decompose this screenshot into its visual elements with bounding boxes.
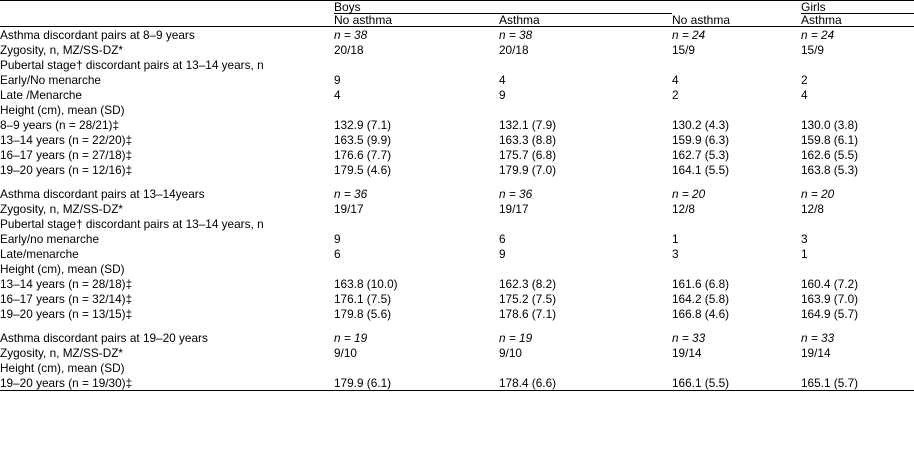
row-cell: 176.1 (7.5): [334, 292, 392, 307]
row-label: Pubertal stage† discordant pairs at 13–14 years, n: [0, 58, 264, 73]
row-cell: 19/17: [334, 202, 364, 217]
row-cell: [801, 261, 914, 276]
table-row: [0, 102, 914, 117]
section-spacer: [0, 321, 914, 330]
row-cell: n = 38: [334, 27, 499, 43]
row-cell: [801, 216, 914, 231]
row-cell: [334, 57, 499, 72]
row-cell: [672, 360, 801, 375]
row-cell: [499, 360, 672, 375]
group-header-girls: Girls: [801, 1, 914, 14]
row-cell: [499, 57, 672, 72]
table-row: [0, 375, 914, 391]
row-cell: 3: [672, 247, 679, 262]
row-cell: 1: [672, 232, 679, 247]
row-cell: 130.0 (3.8): [801, 118, 859, 133]
group-header-boys: Boys: [334, 1, 672, 14]
row-label: Late /Menarche: [0, 88, 82, 103]
row-cell: 9: [499, 247, 506, 262]
row-cell: 1: [801, 247, 808, 262]
row-cell: 178.6 (7.1): [499, 307, 557, 322]
row-cell: [672, 57, 801, 72]
row-cell: 163.3 (8.8): [499, 133, 557, 148]
row-cell: 2: [801, 73, 808, 88]
row-cell: 12/8: [672, 202, 695, 217]
row-label: Early/No menarche: [0, 73, 101, 88]
row-cell: n = 24: [672, 27, 801, 43]
row-cell: n = 20: [801, 187, 835, 202]
row-label: Late/menarche: [0, 247, 79, 262]
row-cell: 166.1 (5.5): [672, 375, 801, 391]
row-cell: 3: [801, 232, 808, 247]
table-row: [0, 147, 914, 162]
row-cell: [334, 102, 499, 117]
row-cell: [801, 102, 914, 117]
row-cell: 6: [334, 247, 341, 262]
row-cell: 176.6 (7.7): [334, 148, 392, 163]
row-cell: 161.6 (6.8): [672, 277, 730, 292]
row-cell: n = 33: [801, 331, 835, 346]
row-cell: [801, 360, 914, 375]
row-cell: [499, 261, 672, 276]
row-cell: 162.6 (5.5): [801, 148, 859, 163]
table-row: [0, 231, 914, 246]
row-cell: 15/9: [672, 43, 695, 58]
column-header-row: [0, 14, 914, 27]
row-cell: 4: [672, 73, 679, 88]
row-cell: [334, 216, 499, 231]
row-cell: 164.1 (5.5): [672, 163, 730, 178]
row-label: Zygosity, n, MZ/SS-DZ*: [0, 346, 124, 361]
table-row: [0, 42, 914, 57]
table-row: [0, 132, 914, 147]
row-label: 16–17 years (n = 27/18)‡: [0, 148, 133, 163]
table-row: [0, 216, 914, 231]
row-cell: [672, 216, 801, 231]
row-label: Zygosity, n, MZ/SS-DZ*: [0, 202, 124, 217]
row-cell: 9/10: [499, 346, 522, 361]
row-cell: 132.9 (7.1): [334, 118, 392, 133]
row-cell: 165.1 (5.7): [801, 375, 914, 391]
table-row: [0, 57, 914, 72]
row-cell: 164.9 (5.7): [801, 307, 859, 322]
row-cell: 179.9 (6.1): [334, 375, 499, 391]
table-row: [0, 330, 914, 345]
row-cell: 130.2 (4.3): [672, 118, 730, 133]
row-cell: 159.8 (6.1): [801, 133, 859, 148]
table-row: [0, 306, 914, 321]
row-cell: 4: [334, 88, 341, 103]
table-top-rule: [0, 1, 914, 14]
row-cell: 162.3 (8.2): [499, 277, 557, 292]
table-row: [0, 87, 914, 102]
table-row: [0, 246, 914, 261]
row-cell: 15/9: [801, 43, 824, 58]
table-row: [0, 261, 914, 276]
row-cell: [672, 261, 801, 276]
row-label: 19–20 years (n = 13/15)‡: [0, 307, 133, 322]
row-cell: 159.9 (6.3): [672, 133, 730, 148]
table-row: [0, 117, 914, 132]
row-cell: 19/14: [672, 346, 702, 361]
row-cell: n = 38: [499, 27, 672, 43]
row-cell: 19/14: [801, 346, 831, 361]
row-label: Asthma discordant pairs at 19–20 years: [0, 331, 208, 346]
table-row: [0, 360, 914, 375]
row-cell: 2: [672, 88, 679, 103]
row-label: 16–17 years (n = 32/14)‡: [0, 292, 133, 307]
row-cell: 166.8 (4.6): [672, 307, 730, 322]
row-cell: n = 36: [334, 187, 368, 202]
row-cell: 163.9 (7.0): [801, 292, 859, 307]
row-cell: 164.2 (5.8): [672, 292, 730, 307]
row-label: 13–14 years (n = 28/18)‡: [0, 277, 133, 292]
row-cell: 175.7 (6.8): [499, 148, 557, 163]
row-cell: n = 19: [334, 331, 368, 346]
row-label: 13–14 years (n = 22/20)‡: [0, 133, 133, 148]
row-label: Height (cm), mean (SD): [0, 361, 125, 376]
row-cell: n = 36: [499, 187, 533, 202]
row-cell: 4: [801, 88, 808, 103]
row-label: Early/no menarche: [0, 232, 100, 247]
column-header-girls-asthma: Asthma: [801, 13, 842, 27]
row-cell: n = 24: [801, 27, 914, 43]
table-row: [0, 201, 914, 216]
row-cell: [499, 102, 672, 117]
row-cell: 175.2 (7.5): [499, 292, 557, 307]
row-cell: 9: [334, 232, 341, 247]
row-cell: 162.7 (5.3): [672, 148, 730, 163]
row-label: Height (cm), mean (SD): [0, 103, 125, 118]
table-row: [0, 345, 914, 360]
row-cell: 9: [499, 88, 506, 103]
column-header-boys-asthma: Asthma: [499, 13, 540, 27]
row-cell: 179.5 (4.6): [334, 163, 392, 178]
row-cell: 163.5 (9.9): [334, 133, 392, 148]
row-label: 19–20 years (n = 12/16)‡: [0, 163, 133, 178]
row-cell: 163.8 (5.3): [801, 163, 859, 178]
table-row: [0, 291, 914, 306]
row-label: Asthma discordant pairs at 13–14years: [0, 187, 205, 202]
row-cell: 160.4 (7.2): [801, 277, 859, 292]
row-cell: 9: [334, 73, 341, 88]
row-label: 19–20 years (n = 19/30)‡: [0, 375, 334, 391]
row-cell: [499, 216, 672, 231]
row-cell: 9/10: [334, 346, 357, 361]
row-cell: 6: [499, 232, 506, 247]
row-cell: [672, 102, 801, 117]
table-row: [0, 276, 914, 291]
column-header-boys-no-asthma: No asthma: [334, 13, 393, 27]
row-label: 8–9 years (n = 28/21)‡: [0, 118, 120, 133]
row-cell: 12/8: [801, 202, 824, 217]
row-label: Height (cm), mean (SD): [0, 262, 125, 277]
column-header-blank: [0, 14, 334, 27]
row-label: Pubertal stage† discordant pairs at 13–14 years, n: [0, 217, 264, 232]
row-label: Asthma discordant pairs at 8–9 years: [0, 27, 334, 43]
row-cell: n = 20: [672, 187, 706, 202]
row-cell: 20/18: [334, 43, 364, 58]
table-row: [0, 186, 914, 201]
row-cell: [334, 360, 499, 375]
row-label: Zygosity, n, MZ/SS-DZ*: [0, 43, 124, 58]
row-cell: n = 33: [672, 331, 706, 346]
row-cell: 20/18: [499, 43, 529, 58]
row-cell: [801, 57, 914, 72]
row-cell: 19/17: [499, 202, 529, 217]
row-cell: 179.8 (5.6): [334, 307, 392, 322]
table-row: [0, 162, 914, 177]
row-cell: 179.9 (7.0): [499, 163, 557, 178]
table-row: [0, 72, 914, 87]
row-cell: 163.8 (10.0): [334, 277, 398, 292]
row-cell: [334, 261, 499, 276]
column-header-girls-no-asthma: No asthma: [672, 13, 731, 27]
row-cell: n = 19: [499, 331, 533, 346]
row-cell: 4: [499, 73, 506, 88]
table-row: [0, 27, 914, 43]
row-cell: 132.1 (7.9): [499, 118, 557, 133]
row-cell: 178.4 (6.6): [499, 375, 672, 391]
section-spacer: [0, 177, 914, 186]
